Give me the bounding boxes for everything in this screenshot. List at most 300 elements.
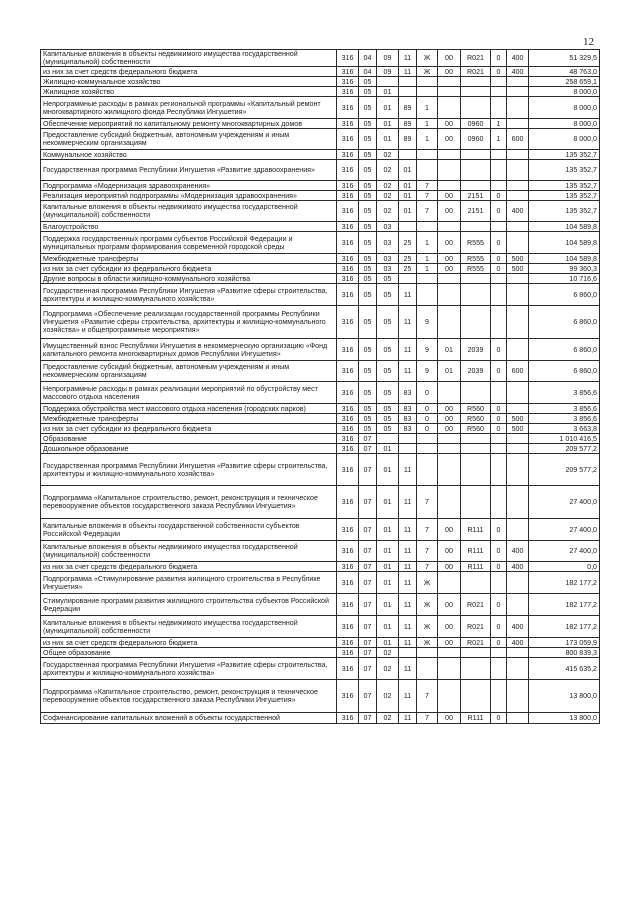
row-name-cell: Общее образование bbox=[41, 648, 337, 658]
row-code-cell: 00 bbox=[438, 201, 461, 222]
row-code-cell: 7 bbox=[417, 191, 438, 201]
row-code-cell: R555 bbox=[461, 264, 491, 274]
row-name-cell: Обеспечение мероприятий по капитальному ремонту многоквартирных домов bbox=[41, 119, 337, 129]
row-code-cell: 600 bbox=[507, 361, 529, 382]
row-sum-cell: 258 659,1 bbox=[529, 77, 600, 87]
row-code-cell: 02 bbox=[377, 191, 399, 201]
row-name-cell: Поддержка государственных программ субъектов Российской Федерации и муниципальных программ формирования современной городской среды bbox=[41, 232, 337, 254]
row-code-cell: Ж bbox=[417, 67, 438, 77]
table-row bbox=[41, 339, 600, 361]
row-code-cell: 7 bbox=[417, 519, 438, 541]
row-code-cell bbox=[507, 404, 529, 414]
row-sum-cell: 6 860,0 bbox=[529, 361, 600, 382]
row-code-cell bbox=[461, 181, 491, 191]
row-code-cell: 316 bbox=[337, 658, 359, 680]
row-code-cell bbox=[399, 648, 417, 658]
row-code-cell: 316 bbox=[337, 361, 359, 382]
row-code-cell: 01 bbox=[377, 638, 399, 648]
row-code-cell bbox=[438, 306, 461, 339]
table-row bbox=[41, 77, 600, 87]
row-code-cell: 00 bbox=[438, 129, 461, 150]
row-code-cell: 11 bbox=[399, 50, 417, 67]
row-code-cell bbox=[507, 191, 529, 201]
row-code-cell: 316 bbox=[337, 414, 359, 424]
row-name-cell: Софинансирование капитальных вложений в объекты государственной bbox=[41, 713, 337, 724]
row-code-cell: 07 bbox=[359, 454, 377, 486]
row-code-cell bbox=[461, 87, 491, 97]
table-row bbox=[41, 404, 600, 414]
row-code-cell: 0960 bbox=[461, 119, 491, 129]
row-code-cell: R555 bbox=[461, 254, 491, 264]
row-code-cell: 7 bbox=[417, 680, 438, 713]
row-code-cell: 01 bbox=[377, 444, 399, 454]
row-code-cell: 01 bbox=[377, 486, 399, 519]
row-sum-cell: 135 352,7 bbox=[529, 201, 600, 222]
table-row bbox=[41, 254, 600, 264]
row-code-cell: 11 bbox=[399, 454, 417, 486]
row-code-cell: 07 bbox=[359, 444, 377, 454]
row-code-cell: 0 bbox=[417, 424, 438, 434]
row-code-cell: 07 bbox=[359, 572, 377, 594]
row-code-cell: 7 bbox=[417, 562, 438, 572]
table-row bbox=[41, 129, 600, 150]
row-code-cell: 500 bbox=[507, 414, 529, 424]
row-name-cell: Подпрограмма «Капитальное строительство, ремонт, реконструкция и техническое перевооружение объектов государственного заказа Республики Ингушетия» bbox=[41, 486, 337, 519]
row-code-cell bbox=[507, 274, 529, 284]
row-sum-cell: 13 800,0 bbox=[529, 680, 600, 713]
row-code-cell: 0 bbox=[491, 638, 507, 648]
row-code-cell: 07 bbox=[359, 680, 377, 713]
row-code-cell bbox=[491, 306, 507, 339]
row-code-cell bbox=[417, 87, 438, 97]
row-sum-cell: 10 716,6 bbox=[529, 274, 600, 284]
row-code-cell: 0 bbox=[491, 414, 507, 424]
row-code-cell: 02 bbox=[377, 658, 399, 680]
row-sum-cell: 182 177,2 bbox=[529, 572, 600, 594]
table-row bbox=[41, 232, 600, 254]
row-sum-cell: 182 177,2 bbox=[529, 594, 600, 616]
row-code-cell: 05 bbox=[359, 382, 377, 404]
row-code-cell bbox=[438, 160, 461, 181]
table-row bbox=[41, 150, 600, 160]
row-code-cell: R111 bbox=[461, 541, 491, 562]
table-row bbox=[41, 519, 600, 541]
row-code-cell: 316 bbox=[337, 424, 359, 434]
row-code-cell: 316 bbox=[337, 339, 359, 361]
row-sum-cell: 6 860,0 bbox=[529, 339, 600, 361]
row-code-cell: 05 bbox=[359, 306, 377, 339]
row-code-cell bbox=[438, 284, 461, 306]
row-code-cell bbox=[461, 572, 491, 594]
row-code-cell bbox=[507, 150, 529, 160]
row-code-cell: 00 bbox=[438, 713, 461, 724]
row-sum-cell: 3 663,8 bbox=[529, 424, 600, 434]
row-code-cell bbox=[491, 648, 507, 658]
row-code-cell: 00 bbox=[438, 594, 461, 616]
row-code-cell bbox=[377, 77, 399, 87]
row-code-cell: 01 bbox=[399, 191, 417, 201]
table-row bbox=[41, 191, 600, 201]
row-code-cell: 0960 bbox=[461, 129, 491, 150]
row-code-cell: 05 bbox=[359, 424, 377, 434]
row-code-cell: 316 bbox=[337, 181, 359, 191]
row-code-cell bbox=[438, 274, 461, 284]
row-code-cell bbox=[417, 77, 438, 87]
row-code-cell: 2151 bbox=[461, 191, 491, 201]
row-code-cell: 05 bbox=[377, 404, 399, 414]
table-row bbox=[41, 361, 600, 382]
row-code-cell bbox=[399, 87, 417, 97]
row-code-cell: 02 bbox=[377, 713, 399, 724]
row-name-cell: Подпрограмма «Обеспечение реализации государственной программы Республики Ингушетия «Развитие сферы строительства, архитектуры и жилищно-коммунального хозяйства» и общепрограммные мероприятия» bbox=[41, 306, 337, 339]
row-code-cell bbox=[438, 77, 461, 87]
row-code-cell: 2039 bbox=[461, 339, 491, 361]
row-code-cell: 00 bbox=[438, 264, 461, 274]
table-row bbox=[41, 181, 600, 191]
row-code-cell: 07 bbox=[359, 541, 377, 562]
row-code-cell: 316 bbox=[337, 594, 359, 616]
row-code-cell: 316 bbox=[337, 404, 359, 414]
row-code-cell bbox=[438, 680, 461, 713]
table-row bbox=[41, 306, 600, 339]
row-code-cell: 316 bbox=[337, 119, 359, 129]
row-code-cell: 89 bbox=[399, 119, 417, 129]
row-code-cell: 316 bbox=[337, 77, 359, 87]
row-code-cell: 316 bbox=[337, 150, 359, 160]
row-sum-cell: 8 000,0 bbox=[529, 87, 600, 97]
row-code-cell: 01 bbox=[377, 454, 399, 486]
row-code-cell: 89 bbox=[399, 129, 417, 150]
row-code-cell: 500 bbox=[507, 254, 529, 264]
row-code-cell: 0 bbox=[491, 541, 507, 562]
row-code-cell bbox=[417, 454, 438, 486]
row-code-cell bbox=[491, 160, 507, 181]
row-code-cell: 9 bbox=[417, 339, 438, 361]
row-code-cell bbox=[399, 274, 417, 284]
row-code-cell: R560 bbox=[461, 404, 491, 414]
row-code-cell: 05 bbox=[359, 254, 377, 264]
row-code-cell bbox=[507, 434, 529, 444]
row-code-cell: 01 bbox=[438, 361, 461, 382]
row-code-cell: 00 bbox=[438, 424, 461, 434]
row-code-cell: 1 bbox=[417, 254, 438, 264]
row-code-cell: 11 bbox=[399, 339, 417, 361]
row-code-cell: 05 bbox=[377, 274, 399, 284]
row-code-cell: R021 bbox=[461, 50, 491, 67]
row-code-cell bbox=[417, 434, 438, 444]
row-code-cell: 316 bbox=[337, 254, 359, 264]
row-code-cell: 11 bbox=[399, 361, 417, 382]
row-code-cell: 316 bbox=[337, 434, 359, 444]
row-code-cell bbox=[491, 87, 507, 97]
row-name-cell: Государственная программа Республики Ингушетия «Развитие сферы строительства, архитектуры и жилищно-коммунального хозяйства» bbox=[41, 284, 337, 306]
row-code-cell bbox=[507, 382, 529, 404]
row-code-cell: 03 bbox=[377, 264, 399, 274]
row-code-cell bbox=[507, 339, 529, 361]
row-code-cell: 05 bbox=[359, 160, 377, 181]
row-code-cell: 07 bbox=[359, 616, 377, 638]
row-code-cell bbox=[438, 87, 461, 97]
row-code-cell: 9 bbox=[417, 361, 438, 382]
row-code-cell: 1 bbox=[491, 119, 507, 129]
row-sum-cell: 415 635,2 bbox=[529, 658, 600, 680]
row-code-cell: 00 bbox=[438, 254, 461, 264]
row-code-cell: 0 bbox=[491, 562, 507, 572]
row-code-cell: 05 bbox=[359, 119, 377, 129]
row-code-cell bbox=[491, 97, 507, 119]
row-code-cell bbox=[417, 160, 438, 181]
row-code-cell: Ж bbox=[417, 572, 438, 594]
row-code-cell: 02 bbox=[377, 680, 399, 713]
row-code-cell bbox=[491, 572, 507, 594]
row-code-cell bbox=[507, 160, 529, 181]
table-row bbox=[41, 87, 600, 97]
row-code-cell: 11 bbox=[399, 638, 417, 648]
row-sum-cell: 182 177,2 bbox=[529, 616, 600, 638]
row-code-cell bbox=[438, 486, 461, 519]
row-sum-cell: 8 000,0 bbox=[529, 119, 600, 129]
row-name-cell: Межбюджетные трансферты bbox=[41, 414, 337, 424]
row-code-cell: 316 bbox=[337, 638, 359, 648]
row-code-cell: 01 bbox=[399, 181, 417, 191]
row-code-cell: 11 bbox=[399, 486, 417, 519]
row-code-cell bbox=[438, 222, 461, 232]
row-code-cell: 02 bbox=[377, 160, 399, 181]
row-code-cell bbox=[461, 444, 491, 454]
row-code-cell: 400 bbox=[507, 562, 529, 572]
row-name-cell: Капитальные вложения в объекты недвижимого имущества государственной (муниципальной) собственности bbox=[41, 50, 337, 67]
row-name-cell: Подпрограмма «Капитальное строительство, ремонт, реконструкция и техническое перевооружение объектов государственного заказа Республики Ингушетия» bbox=[41, 680, 337, 713]
row-code-cell: 316 bbox=[337, 562, 359, 572]
row-sum-cell: 13 800,0 bbox=[529, 713, 600, 724]
row-code-cell bbox=[507, 572, 529, 594]
row-sum-cell: 8 000,0 bbox=[529, 97, 600, 119]
row-code-cell: 316 bbox=[337, 284, 359, 306]
row-name-cell: Капитальные вложения в объекты недвижимого имущества государственной (муниципальной) собственности bbox=[41, 541, 337, 562]
row-code-cell bbox=[491, 454, 507, 486]
row-code-cell: 400 bbox=[507, 638, 529, 648]
row-code-cell bbox=[491, 680, 507, 713]
row-code-cell: 05 bbox=[359, 232, 377, 254]
row-code-cell: 11 bbox=[399, 680, 417, 713]
table-row bbox=[41, 434, 600, 444]
row-code-cell: 09 bbox=[377, 67, 399, 77]
row-code-cell: 11 bbox=[399, 713, 417, 724]
row-name-cell: Государственная программа Республики Ингушетия «Развитие сферы строительства, архитектуры и жилищно-коммунального хозяйства» bbox=[41, 658, 337, 680]
row-sum-cell: 135 352,7 bbox=[529, 181, 600, 191]
table-row bbox=[41, 222, 600, 232]
row-code-cell: 02 bbox=[377, 150, 399, 160]
row-code-cell: 316 bbox=[337, 129, 359, 150]
row-code-cell bbox=[491, 444, 507, 454]
row-code-cell bbox=[399, 77, 417, 87]
row-code-cell bbox=[507, 454, 529, 486]
row-code-cell: 25 bbox=[399, 254, 417, 264]
row-name-cell: Жилищно-коммунальное хозяйство bbox=[41, 77, 337, 87]
row-name-cell: Государственная программа Республики Ингушетия «Развитие здравоохранения» bbox=[41, 160, 337, 181]
row-code-cell: 07 bbox=[359, 519, 377, 541]
row-code-cell: 83 bbox=[399, 424, 417, 434]
row-code-cell: 11 bbox=[399, 658, 417, 680]
row-code-cell: 01 bbox=[399, 160, 417, 181]
row-code-cell bbox=[417, 444, 438, 454]
row-code-cell: 05 bbox=[359, 191, 377, 201]
row-code-cell: 01 bbox=[377, 87, 399, 97]
row-code-cell: 400 bbox=[507, 616, 529, 638]
row-code-cell: 25 bbox=[399, 264, 417, 274]
row-code-cell: 01 bbox=[377, 572, 399, 594]
row-code-cell: 02 bbox=[377, 181, 399, 191]
table-row bbox=[41, 414, 600, 424]
row-code-cell: 0 bbox=[491, 191, 507, 201]
row-code-cell: 11 bbox=[399, 67, 417, 77]
row-code-cell bbox=[377, 434, 399, 444]
row-code-cell: 05 bbox=[377, 284, 399, 306]
row-code-cell: 01 bbox=[438, 339, 461, 361]
row-code-cell bbox=[491, 658, 507, 680]
row-code-cell bbox=[491, 274, 507, 284]
row-code-cell: 02 bbox=[377, 201, 399, 222]
row-code-cell: 11 bbox=[399, 541, 417, 562]
row-name-cell: из них за счет средств федерального бюджета bbox=[41, 562, 337, 572]
table-row bbox=[41, 67, 600, 77]
row-code-cell: 09 bbox=[377, 50, 399, 67]
row-code-cell bbox=[507, 181, 529, 191]
row-code-cell: R111 bbox=[461, 562, 491, 572]
table-row bbox=[41, 594, 600, 616]
row-code-cell: 05 bbox=[377, 306, 399, 339]
row-code-cell: 316 bbox=[337, 486, 359, 519]
row-code-cell: 316 bbox=[337, 274, 359, 284]
row-code-cell bbox=[461, 658, 491, 680]
table-row bbox=[41, 572, 600, 594]
row-code-cell: 05 bbox=[359, 97, 377, 119]
row-code-cell: 0 bbox=[491, 50, 507, 67]
budget-table bbox=[40, 49, 600, 724]
row-code-cell: 83 bbox=[399, 382, 417, 404]
row-code-cell bbox=[438, 572, 461, 594]
row-code-cell: 05 bbox=[359, 414, 377, 424]
row-code-cell: R021 bbox=[461, 638, 491, 648]
row-code-cell: 05 bbox=[359, 284, 377, 306]
row-code-cell: 316 bbox=[337, 382, 359, 404]
row-code-cell bbox=[507, 232, 529, 254]
row-code-cell: 316 bbox=[337, 201, 359, 222]
row-sum-cell: 1 010 416,5 bbox=[529, 434, 600, 444]
table-row bbox=[41, 638, 600, 648]
row-code-cell: 05 bbox=[359, 361, 377, 382]
row-code-cell bbox=[507, 222, 529, 232]
row-code-cell: 07 bbox=[359, 594, 377, 616]
row-code-cell: 316 bbox=[337, 87, 359, 97]
row-code-cell bbox=[461, 222, 491, 232]
row-code-cell: 0 bbox=[491, 201, 507, 222]
row-code-cell: 11 bbox=[399, 306, 417, 339]
row-code-cell bbox=[491, 382, 507, 404]
row-code-cell: 316 bbox=[337, 454, 359, 486]
row-code-cell bbox=[461, 454, 491, 486]
row-code-cell: 1 bbox=[417, 129, 438, 150]
row-code-cell: Ж bbox=[417, 50, 438, 67]
row-code-cell: R560 bbox=[461, 424, 491, 434]
row-code-cell: 83 bbox=[399, 414, 417, 424]
row-sum-cell: 0,0 bbox=[529, 562, 600, 572]
row-code-cell: R021 bbox=[461, 594, 491, 616]
row-name-cell: Имущественный взнос Республики Ингушетия в некоммерческую организацию «Фонд капитального ремонта многоквартирных домов Республики Ингушетия» bbox=[41, 339, 337, 361]
row-code-cell bbox=[507, 648, 529, 658]
row-name-cell: Межбюджетные трансферты bbox=[41, 254, 337, 264]
row-code-cell: 0 bbox=[491, 616, 507, 638]
row-code-cell bbox=[507, 519, 529, 541]
row-code-cell: 00 bbox=[438, 638, 461, 648]
row-code-cell: 00 bbox=[438, 119, 461, 129]
row-code-cell: 00 bbox=[438, 232, 461, 254]
row-code-cell: 07 bbox=[359, 713, 377, 724]
row-code-cell bbox=[399, 222, 417, 232]
row-code-cell: 01 bbox=[377, 119, 399, 129]
row-code-cell: 05 bbox=[359, 404, 377, 414]
row-code-cell: 0 bbox=[491, 404, 507, 414]
row-name-cell: Образование bbox=[41, 434, 337, 444]
row-code-cell: Ж bbox=[417, 616, 438, 638]
row-code-cell bbox=[507, 594, 529, 616]
row-code-cell: 11 bbox=[399, 284, 417, 306]
row-code-cell: 316 bbox=[337, 519, 359, 541]
row-code-cell: 00 bbox=[438, 404, 461, 414]
row-name-cell: Предоставление субсидий бюджетным, автономным учреждениям и иным некоммерческим организациям bbox=[41, 129, 337, 150]
row-code-cell: 316 bbox=[337, 191, 359, 201]
row-code-cell: 0 bbox=[491, 339, 507, 361]
row-code-cell: 89 bbox=[399, 97, 417, 119]
row-code-cell: 05 bbox=[377, 339, 399, 361]
row-code-cell: 05 bbox=[359, 181, 377, 191]
row-code-cell bbox=[461, 274, 491, 284]
row-code-cell: 500 bbox=[507, 264, 529, 274]
row-code-cell bbox=[417, 284, 438, 306]
table-row bbox=[41, 284, 600, 306]
row-code-cell bbox=[461, 150, 491, 160]
row-code-cell: R111 bbox=[461, 713, 491, 724]
row-name-cell: Предоставление субсидий бюджетным, автономным учреждениям и иным некоммерческим организациям bbox=[41, 361, 337, 382]
row-name-cell: Подпрограмма «Модернизация здравоохранения» bbox=[41, 181, 337, 191]
row-code-cell: 316 bbox=[337, 306, 359, 339]
row-code-cell bbox=[417, 658, 438, 680]
row-sum-cell: 104 589,8 bbox=[529, 232, 600, 254]
row-code-cell: 05 bbox=[359, 274, 377, 284]
table-row bbox=[41, 424, 600, 434]
table-row bbox=[41, 119, 600, 129]
table-row bbox=[41, 616, 600, 638]
row-code-cell: Ж bbox=[417, 638, 438, 648]
page-number: 12 bbox=[583, 36, 594, 48]
row-name-cell: Благоустройство bbox=[41, 222, 337, 232]
row-code-cell: 400 bbox=[507, 67, 529, 77]
table-row bbox=[41, 274, 600, 284]
row-code-cell: 0 bbox=[491, 361, 507, 382]
table-row bbox=[41, 444, 600, 454]
table-row bbox=[41, 201, 600, 222]
row-name-cell: Коммунальное хозяйство bbox=[41, 150, 337, 160]
row-code-cell: 01 bbox=[377, 129, 399, 150]
row-code-cell: 00 bbox=[438, 414, 461, 424]
row-code-cell: 00 bbox=[438, 50, 461, 67]
row-code-cell bbox=[438, 658, 461, 680]
row-code-cell bbox=[491, 434, 507, 444]
row-code-cell: 05 bbox=[359, 150, 377, 160]
row-code-cell: 0 bbox=[491, 254, 507, 264]
row-code-cell: 05 bbox=[359, 77, 377, 87]
row-sum-cell: 800 839,3 bbox=[529, 648, 600, 658]
